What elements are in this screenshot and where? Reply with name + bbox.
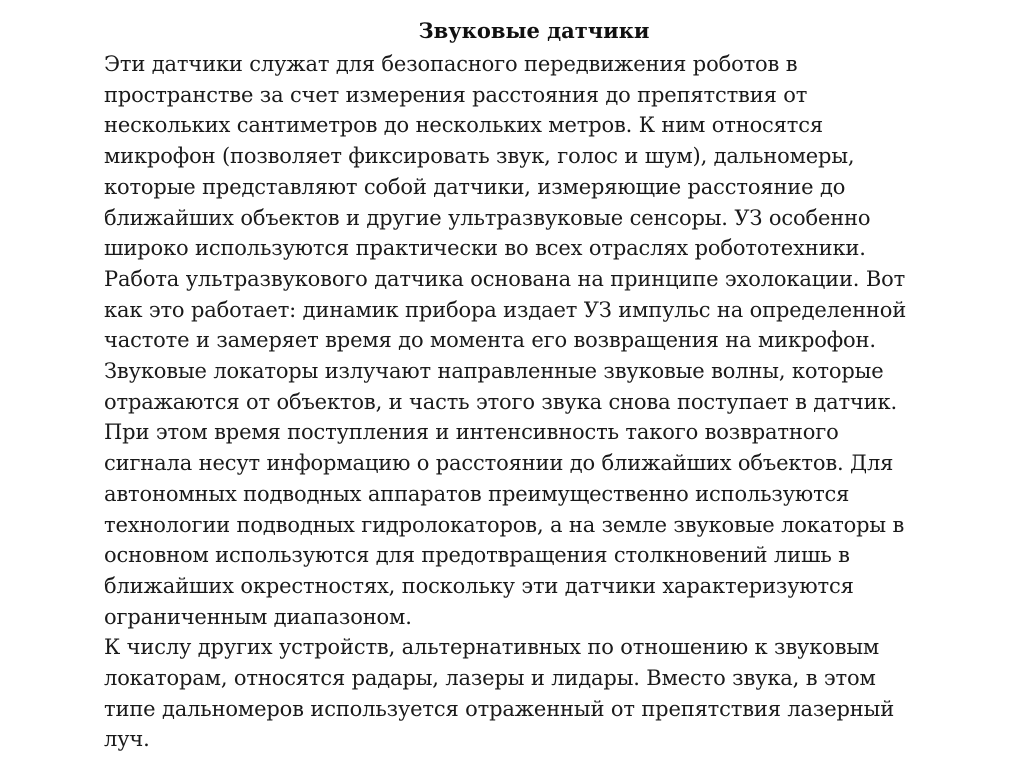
text-line: сигнала несут информацию о расстоянии до ближайших объектов. Для (104, 451, 894, 476)
text-line: пространстве за счет измерения расстояния до препятствия от (104, 82, 808, 107)
text-line: типе дальномеров используется отраженный от препятствия лазерный (104, 696, 895, 721)
paragraph-intro (104, 49, 964, 264)
text-line: К числу других устройств, альтернативных по отношению к звуковым (104, 635, 880, 660)
text-line: При этом время поступления и интенсивность такого возвратного (104, 420, 839, 445)
slide-content (104, 16, 964, 755)
text-line: нескольких сантиметров до нескольких метров. К ним относятся (104, 113, 823, 138)
text-line: Работа ультразвукового датчика основана на принципе эхолокации. Вот (104, 266, 906, 291)
text-line: отражаются от объектов, и часть этого звука снова поступает в датчик. (104, 389, 898, 414)
text-line: ближайших окрестностях, поскольку эти датчики характеризуются (104, 573, 854, 598)
text-line: Звуковые локаторы излучают направленные звуковые волны, которые (104, 359, 884, 384)
slide-title: Звуковые датчики (418, 18, 650, 43)
text-line: технологии подводных гидролокаторов, а на земле звуковые локаторы в (104, 512, 905, 537)
text-line: ближайших объектов и другие ультразвуковые сенсоры. УЗ особенно (104, 205, 871, 230)
text-line: ограниченным диапазоном. (104, 604, 412, 629)
text-line: частоте и замеряет время до момента его возвращения на микрофон. (104, 328, 876, 353)
text-line: луч. (104, 727, 150, 752)
text-line: Эти датчики служат для безопасного передвижения роботов в (104, 52, 798, 76)
text-line: микрофон (позволяет фиксировать звук, голос и шум), дальномеры, (104, 144, 855, 169)
paragraph-ultrasonic (104, 264, 964, 356)
text-line: которые представляют собой датчики, измеряющие расстояние до (104, 174, 846, 199)
text-line: как это работает: динамик прибора издает УЗ импульс на определенной (104, 297, 907, 322)
text-line: основном используются для предотвращения столкновений лишь в (104, 543, 850, 568)
paragraph-sonar (104, 356, 964, 632)
text-line: локаторам, относятся радары, лазеры и лидары. Вместо звука, в этом (104, 666, 876, 691)
text-line: широко используются практически во всех отраслях робототехники. (104, 236, 866, 261)
text-line: автономных подводных аппаратов преимущественно используются (104, 481, 850, 506)
paragraph-alternatives (104, 632, 964, 755)
